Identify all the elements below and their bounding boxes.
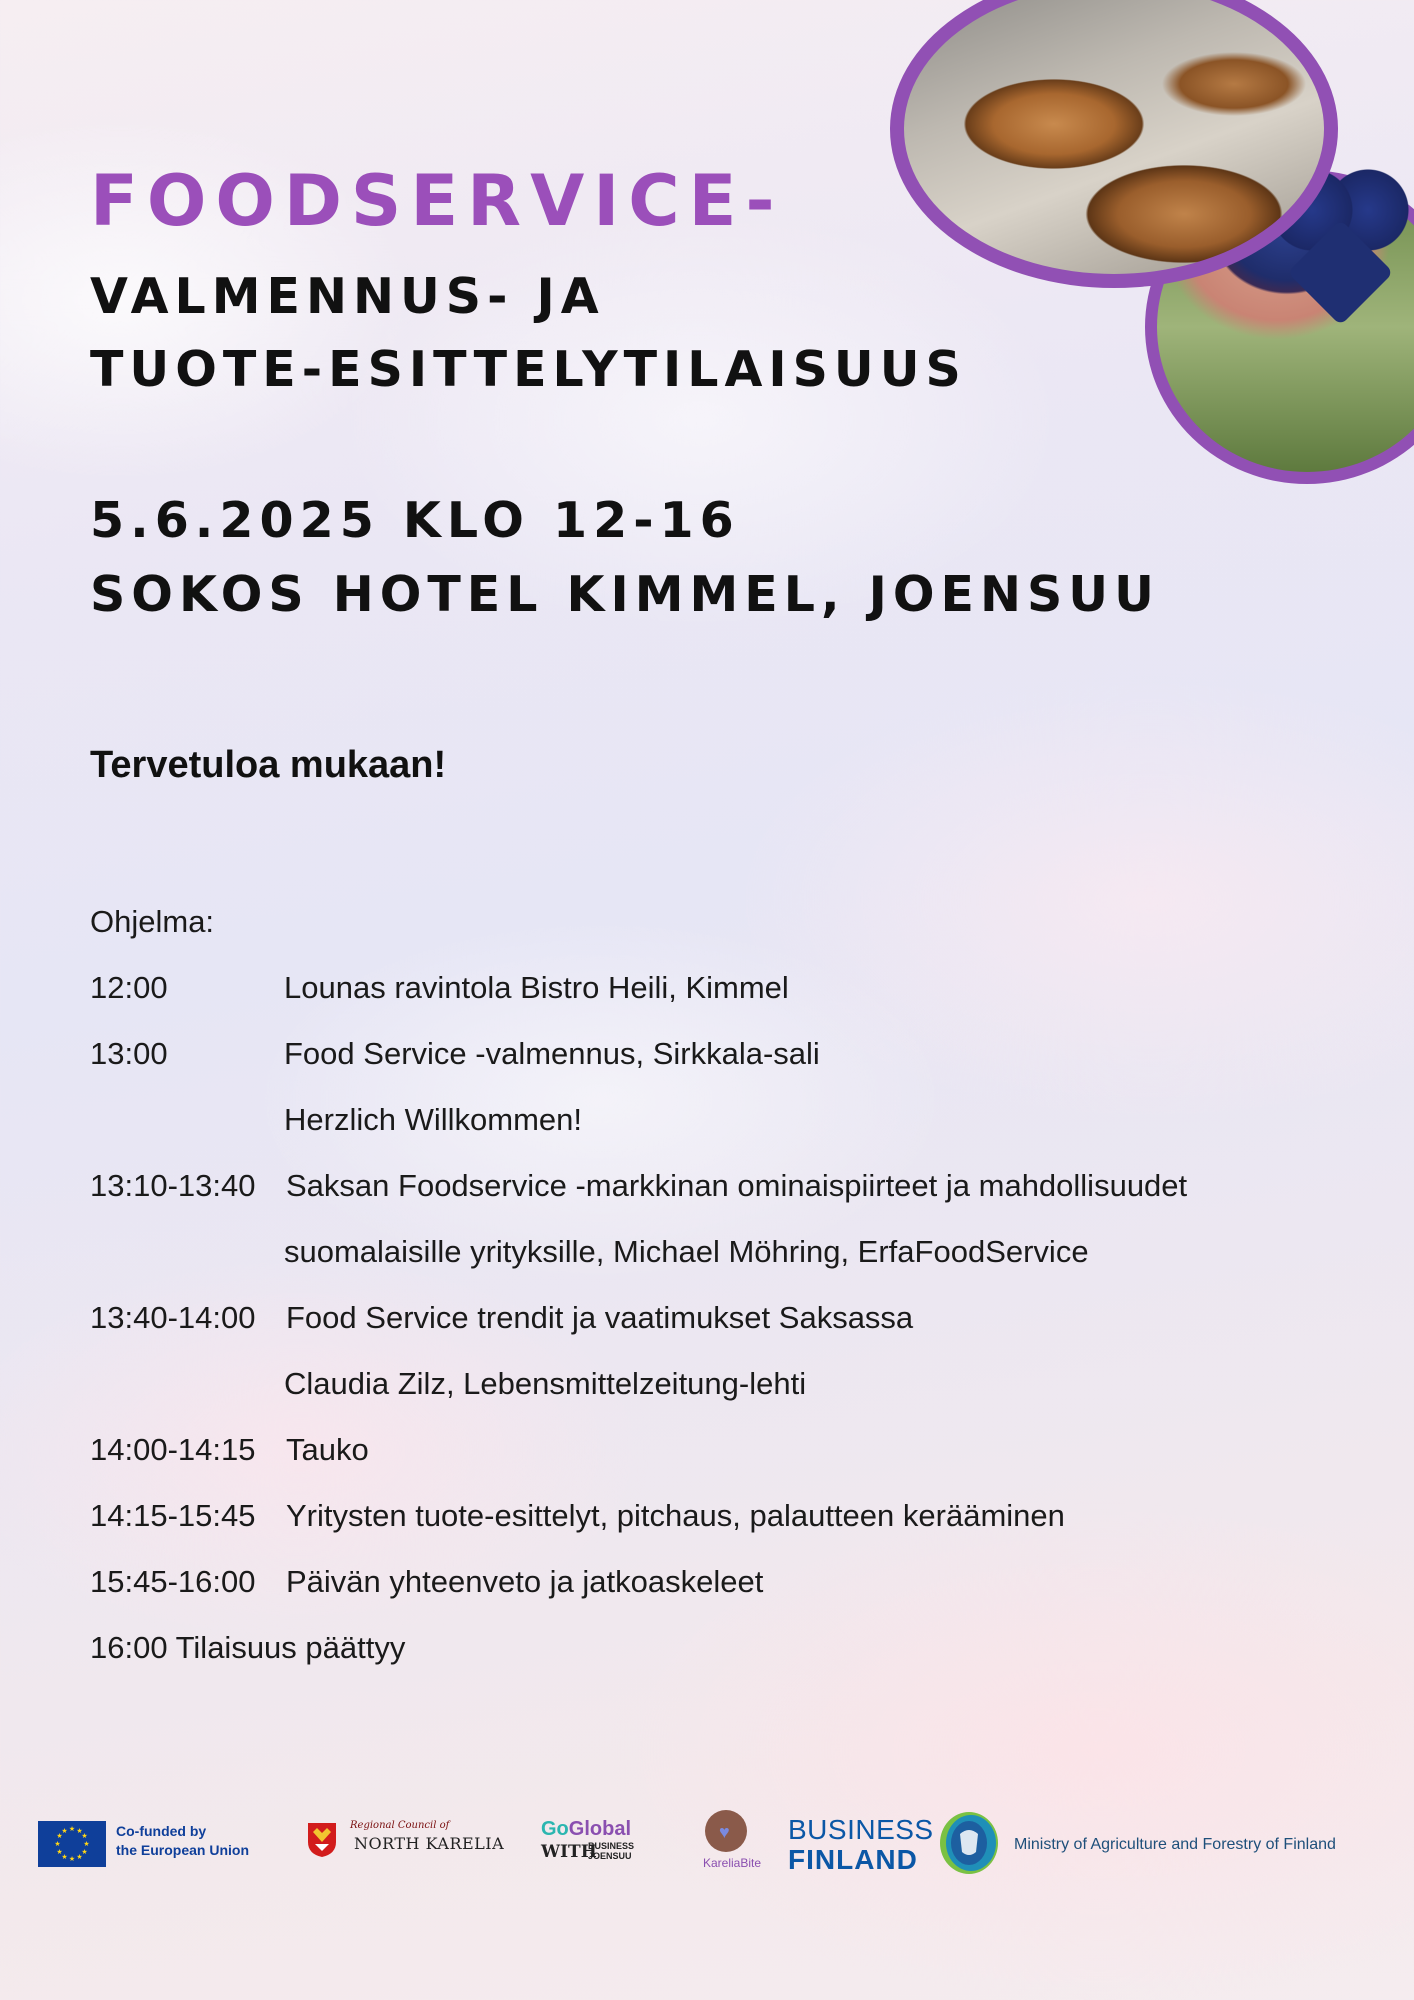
rc-title: NORTH KARELIA: [354, 1834, 505, 1853]
svg-text:★: ★: [61, 1827, 68, 1835]
program-item: [90, 1300, 913, 1336]
program-time: 14:00-14:15: [90, 1432, 256, 1467]
program-time: 13:40-14:00: [90, 1300, 256, 1335]
title-valmennus: VALMENNUS- JA: [90, 268, 605, 325]
program-item: [90, 1498, 1065, 1534]
svg-text:★: ★: [83, 1840, 90, 1848]
title-foodservice: FOODSERVICE-: [90, 160, 784, 242]
event-date-time: 5.6.2025 KLO 12-16: [90, 492, 740, 549]
sponsor-logo-strip: [0, 1800, 1414, 1890]
goglobal-business-joensuu: [588, 1841, 634, 1861]
program-time: 13:00: [90, 1036, 168, 1071]
title-tuote-esittely: TUOTE-ESITTELYTILAISUUS: [90, 341, 967, 398]
business-finland-line1: BUSINESS: [788, 1814, 934, 1845]
svg-text:★: ★: [68, 1855, 76, 1863]
goglobal-go: Go: [541, 1818, 569, 1840]
program-item: [90, 1564, 763, 1600]
svg-text:★: ★: [76, 1853, 83, 1861]
eu-cofunded-label: [116, 1822, 249, 1860]
goglobal-joensuu: JOENSUU: [588, 1851, 632, 1861]
finland-lion-emblem-icon: [938, 1810, 1000, 1876]
ministry-label: Ministry of Agriculture and Forestry of Finland: [1014, 1836, 1336, 1853]
svg-text:★: ★: [81, 1848, 88, 1856]
svg-text:★: ★: [56, 1832, 63, 1840]
rc-subtitle: Regional Council of: [350, 1820, 450, 1831]
eu-flag-icon: [38, 1821, 106, 1867]
program-time: 12:00: [90, 970, 168, 1005]
program-desc: Food Service trendit ja vaatimukset Saksassa: [286, 1300, 914, 1335]
svg-text:★: ★: [81, 1832, 88, 1840]
svg-text:★: ★: [61, 1853, 68, 1861]
program-desc-continued: Claudia Zilz, Lebensmittelzeitung-lehti: [284, 1366, 807, 1401]
svg-text:★: ★: [54, 1840, 61, 1848]
program-time: 15:45-16:00: [90, 1564, 256, 1599]
program-desc: Tauko: [286, 1432, 369, 1467]
program-item: [90, 1036, 820, 1072]
svg-text:★: ★: [76, 1827, 83, 1835]
program-desc: Lounas ravintola Bistro Heili, Kimmel: [284, 970, 789, 1005]
goglobal-logo-title: [541, 1818, 631, 1841]
program-desc: Saksan Foodservice -markkinan ominaispiirteet ja mahdollisuudet: [286, 1168, 1188, 1203]
eu-line2: the European Union: [116, 1842, 249, 1858]
eu-line1: Co-funded by: [116, 1823, 207, 1839]
program-desc-continued: Herzlich Willkommen!: [284, 1102, 582, 1137]
kareliabite-heart-icon: ♥: [719, 1822, 730, 1842]
program-closing: 16:00 Tilaisuus päättyy: [90, 1630, 406, 1665]
program-desc: Yritysten tuote-esittelyt, pitchaus, palautteen kerääminen: [286, 1498, 1065, 1533]
program-time: 14:15-15:45: [90, 1498, 256, 1533]
goglobal-business: BUSINESS: [588, 1841, 635, 1851]
goglobal-global: Global: [568, 1818, 632, 1840]
program-heading: Ohjelma:: [90, 904, 215, 939]
goglobal-with: WITH: [541, 1842, 597, 1862]
event-venue: SOKOS HOTEL KIMMEL, JOENSUU: [90, 566, 1160, 623]
program-desc: Food Service -valmennus, Sirkkala-sali: [284, 1036, 820, 1071]
program-desc-continued: suomalaisille yrityksille, Michael Möhring, ErfaFoodService: [284, 1234, 1089, 1269]
program-item: [90, 1168, 1187, 1204]
svg-text:★: ★: [68, 1825, 76, 1833]
north-karelia-crest-icon: [307, 1822, 337, 1858]
program-item: [90, 970, 789, 1006]
welcome-text: Tervetuloa mukaan!: [90, 744, 447, 786]
program-item: [90, 1432, 369, 1468]
program-desc: Päivän yhteenveto ja jatkoaskeleet: [286, 1564, 764, 1599]
business-finland-line2: FINLAND: [788, 1844, 918, 1875]
svg-text:★: ★: [56, 1848, 63, 1856]
kareliabite-label: KareliaBite: [703, 1856, 762, 1870]
program-time: 13:10-13:40: [90, 1168, 256, 1203]
